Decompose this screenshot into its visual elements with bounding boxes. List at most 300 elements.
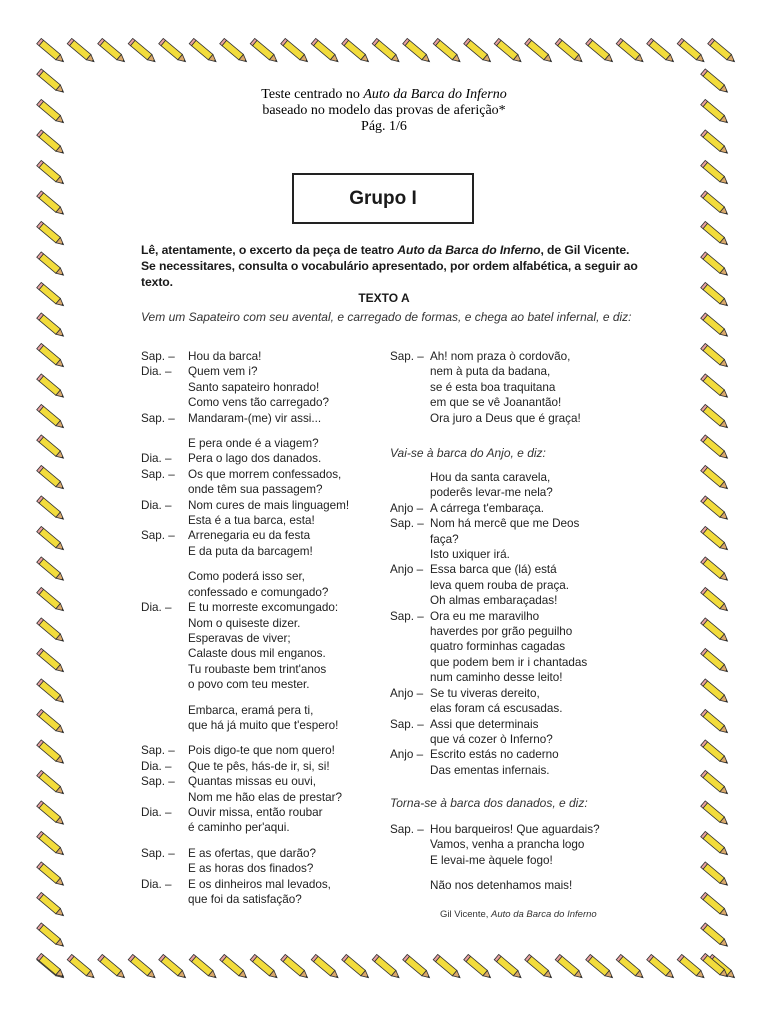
pencil-icon (220, 954, 249, 980)
speaker-label: Sap. – (141, 529, 175, 543)
pencil-icon (37, 923, 66, 949)
verse-text: Não nos detenhamos mais! (430, 879, 573, 893)
verse-text: Esta é a tua barca, esta! (188, 514, 315, 528)
instructions (141, 242, 641, 290)
dialogue-line (141, 349, 381, 364)
pencil-icon (701, 923, 730, 949)
verse-text: quatro forminhas cagadas (430, 640, 566, 654)
pencil-icon (159, 954, 188, 980)
speaker-label (390, 593, 430, 608)
dialogue-line (141, 395, 381, 410)
speaker-label (390, 532, 430, 547)
dialogue-line (390, 717, 640, 732)
dialogue-line (390, 609, 640, 624)
dialogue-line (141, 498, 381, 513)
pencil-icon (701, 709, 730, 735)
verse-text: haverdes por grão peguilho (430, 625, 573, 639)
speaker-label (141, 790, 188, 805)
pencil-icon (701, 862, 730, 888)
verse-text: nem à puta da badana, (430, 365, 551, 379)
verse-text: Essa barca que (lá) está (430, 563, 557, 577)
source-credit (440, 909, 597, 920)
dialogue-right-column-a (390, 349, 640, 426)
dialogue-line (141, 662, 381, 677)
verse-text: num caminho desse leito! (430, 671, 563, 685)
dialogue-line (141, 877, 381, 892)
pencil-icon (37, 160, 66, 186)
pencil-icon (701, 343, 730, 369)
header-prefix: Teste centrado no (261, 87, 360, 102)
group-title-box (292, 173, 474, 224)
verse-text: Hou da barca! (188, 350, 262, 363)
speaker-label (141, 861, 188, 876)
pencil-icon (98, 38, 127, 64)
pencil-icon (37, 831, 66, 857)
pencil-icon (701, 374, 730, 400)
speaker-label: Sap. – (141, 775, 175, 789)
speaker-label (390, 547, 430, 562)
header-work-title: Auto da Barca do Inferno (363, 87, 507, 102)
dialogue-line (390, 516, 640, 531)
dialogue-line (141, 631, 381, 646)
dialogue-line (141, 616, 381, 631)
pencil-icon (37, 557, 66, 583)
verse-text: Como vens tão carregado? (188, 396, 329, 410)
dialogue-line (141, 451, 381, 466)
group-title: Grupo I (349, 187, 417, 209)
speaker-label (390, 670, 430, 685)
pencil-icon (37, 343, 66, 369)
verse-text: Assi que determinais (430, 717, 539, 731)
pencil-icon (708, 38, 737, 64)
verse-text: Se tu viveras dereito, (430, 686, 540, 700)
speaker-label: Anjo – (390, 501, 424, 515)
pencil-icon (342, 38, 371, 64)
pencil-icon (555, 38, 584, 64)
pencil-icon (37, 587, 66, 613)
verse-text: que podem bem ir i chantadas (430, 655, 588, 669)
pencil-icon (67, 954, 96, 980)
verse-text: Hou barqueiros! Que aguardais? (430, 823, 600, 836)
verse-text: Vamos, venha a prancha logo (430, 838, 585, 852)
verse-text: o povo com teu mester. (188, 678, 310, 692)
dialogue-line (390, 732, 640, 747)
speaker-label (390, 364, 430, 379)
pencil-icon (67, 38, 96, 64)
dialogue-line (141, 569, 381, 584)
dialogue-line (141, 759, 381, 774)
instructions-part-2: , de Gil Vicente. Se necessitares, consulta o vocabulário apresentado, por ordem alfabética, a seguir ao texto. (141, 243, 638, 289)
pencil-icon (494, 954, 523, 980)
pencil-icon (37, 496, 66, 522)
stanza-gap (141, 836, 381, 846)
pencil-icon (311, 38, 340, 64)
speaker-label (390, 878, 430, 893)
speaker-label (390, 624, 430, 639)
speaker-label (141, 569, 188, 584)
pencil-icon (701, 252, 730, 278)
pencil-icon (37, 526, 66, 552)
verse-text: Nom há mercê que me Deos (430, 517, 580, 531)
pencil-icon (701, 435, 730, 461)
instructions-part-1: Lê, atentamente, o excerto da peça de teatro (141, 243, 394, 257)
verse-text: E as ofertas, que darão? (188, 846, 316, 860)
dialogue-line (390, 747, 640, 762)
verse-text: leva quem rouba de praça. (430, 578, 570, 592)
pencil-icon (701, 679, 730, 705)
pencil-icon (701, 557, 730, 583)
speaker-label (390, 639, 430, 654)
speaker-label (390, 578, 430, 593)
speaker-label (141, 677, 188, 692)
speaker-label (141, 631, 188, 646)
pencil-icon (701, 313, 730, 339)
verse-text: faça? (430, 532, 459, 546)
dialogue-line (390, 380, 640, 395)
pencil-icon (281, 954, 310, 980)
dialogue-line (390, 670, 640, 685)
pencil-icon (586, 38, 615, 64)
speaker-label (141, 820, 188, 835)
verse-text: Nom cures de mais linguagem! (188, 498, 350, 512)
speaker-label (390, 380, 430, 395)
pencil-icon (433, 38, 462, 64)
speaker-label: Dia. – (141, 498, 172, 512)
speaker-label: Dia. – (141, 877, 172, 891)
dialogue-line (390, 655, 640, 670)
pencil-icon (701, 740, 730, 766)
pencil-icon (37, 709, 66, 735)
verse-text: que foi da satisfação? (188, 893, 302, 906)
speaker-label (390, 470, 430, 485)
speaker-label: Dia. – (141, 805, 172, 819)
speaker-label (390, 411, 430, 426)
dialogue-line (390, 853, 640, 868)
verse-text: Tu roubaste bem trint'anos (188, 662, 327, 676)
dialogue-line (141, 774, 381, 789)
verse-text: E os dinheiros mal levados, (188, 877, 331, 891)
dialogue-line (390, 562, 640, 577)
speaker-label: Dia. – (141, 759, 172, 773)
pencil-icon (37, 953, 66, 979)
pencil-icon (37, 465, 66, 491)
pencil-icon (586, 954, 615, 980)
verse-text: Ora juro a Deus que é graça! (430, 411, 581, 425)
speaker-label: Sap. – (390, 717, 424, 731)
stanza-gap (141, 426, 381, 436)
pencil-icon (647, 38, 676, 64)
speaker-label (141, 436, 188, 451)
verse-text: em que se vê Joanantão! (430, 396, 562, 410)
pencil-icon (37, 648, 66, 674)
speaker-label: Anjo – (390, 686, 424, 700)
dialogue-line (141, 380, 381, 395)
dialogue-line (390, 485, 640, 500)
pencil-icon (37, 38, 66, 64)
verse-text: E levai-me àquele fogo! (430, 853, 553, 867)
dialogue-line (390, 411, 640, 426)
dialogue-line (141, 482, 381, 497)
credit-author: Gil Vicente, (440, 909, 489, 920)
verse-text: Quem vem i? (188, 365, 258, 379)
dialogue-line (390, 763, 640, 778)
speaker-label (390, 395, 430, 410)
stage-direction-anjo: Vai-se à barca do Anjo, e diz: (390, 446, 546, 460)
pencil-icon (220, 38, 249, 64)
pencil-icon (311, 954, 340, 980)
dialogue-line (390, 878, 640, 893)
verse-text: onde têm sua passagem? (188, 483, 323, 497)
stanza-gap (141, 733, 381, 743)
pencil-icon (701, 526, 730, 552)
dialogue-line (141, 892, 381, 907)
pencil-icon (701, 221, 730, 247)
dialogue-right-column-c (390, 822, 640, 894)
verse-text: Oh almas embaraçadas! (430, 594, 558, 608)
verse-text: Das ementas infernais. (430, 763, 550, 777)
verse-text: E tu morreste excomungado: (188, 601, 339, 615)
pencil-icon (701, 892, 730, 918)
dialogue-line (390, 470, 640, 485)
pencil-icon (37, 252, 66, 278)
verse-text: Isto uxiquer irá. (430, 548, 510, 562)
verse-text: Escrito estás no caderno (430, 748, 559, 762)
verse-text: Quantas missas eu ouvi, (188, 775, 316, 789)
speaker-label: Sap. – (141, 467, 175, 481)
pencil-icon (98, 954, 127, 980)
pencil-icon (701, 160, 730, 186)
pencil-icon (189, 38, 218, 64)
pencil-icon (555, 954, 584, 980)
speaker-label: Dia. – (141, 365, 172, 379)
pencil-icon (37, 374, 66, 400)
dialogue-line (141, 790, 381, 805)
pencil-icon (464, 38, 493, 64)
pencil-icon (37, 679, 66, 705)
pencil-icon (37, 862, 66, 888)
verse-text: Ouvir missa, então roubar (188, 805, 323, 819)
pencil-icon (525, 38, 554, 64)
stanza-gap (390, 868, 640, 878)
verse-text: E as horas dos finados? (188, 862, 314, 876)
speaker-label: Sap. – (141, 411, 175, 425)
verse-text: Nom me hão elas de prestar? (188, 790, 342, 804)
dialogue-line (141, 528, 381, 543)
dialogue-line (141, 718, 381, 733)
speaker-label: Sap. – (390, 350, 424, 363)
verse-text: E pera onde é a viagem? (188, 437, 319, 451)
verse-text: Pois digo-te que nom quero! (188, 744, 335, 758)
pencil-icon (677, 38, 706, 64)
pencil-icon (403, 954, 432, 980)
verse-text: Embarca, eramá pera ti, (188, 703, 314, 717)
verse-text: que vá cozer ò Inferno? (430, 732, 553, 746)
stanza-gap (141, 693, 381, 703)
dialogue-left-column (141, 349, 381, 907)
speaker-label (390, 763, 430, 778)
speaker-label: Sap. – (390, 823, 424, 836)
verse-text: Como poderá isso ser, (188, 570, 305, 584)
dialogue-line (390, 837, 640, 852)
verse-text: Mandaram-(me) vir assi... (188, 411, 322, 425)
header-line-1 (0, 87, 768, 103)
dialogue-line (390, 686, 640, 701)
pencil-icon (37, 740, 66, 766)
pencil-icon (128, 954, 157, 980)
pencil-icon (37, 221, 66, 247)
verse-text: que há já muito que t'espero! (188, 718, 339, 732)
verse-text: é caminho per'aqui. (188, 821, 290, 835)
pencil-icon (701, 770, 730, 796)
dialogue-line (141, 544, 381, 559)
verse-text: poderês levar-me nela? (430, 486, 553, 500)
dialogue-line (390, 639, 640, 654)
pencil-icon (159, 38, 188, 64)
pencil-icon (128, 38, 157, 64)
stage-direction-danados: Torna-se à barca dos danados, e diz: (390, 796, 588, 810)
verse-text: Esperavas de viver; (188, 631, 291, 645)
pencil-icon (372, 954, 401, 980)
pencil-icon (701, 801, 730, 827)
speaker-label: Sap. – (390, 609, 424, 623)
speaker-label (390, 853, 430, 868)
dialogue-line (390, 364, 640, 379)
speaker-label: Sap. – (141, 846, 175, 860)
pencil-icon (189, 954, 218, 980)
pencil-icon (433, 954, 462, 980)
speaker-label: Anjo – (390, 563, 424, 577)
header-line-2: baseado no modelo das provas de aferição* (262, 103, 506, 118)
pencil-icon (525, 954, 554, 980)
pencil-icon (342, 954, 371, 980)
dialogue-line (141, 743, 381, 758)
dialogue-line (141, 436, 381, 451)
verse-text: se é esta boa traquitana (430, 380, 556, 394)
texto-label: TEXTO A (358, 291, 410, 305)
verse-text: Santo sapateiro honrado! (188, 380, 320, 394)
speaker-label: Sap. – (141, 744, 175, 758)
speaker-label: Sap. – (141, 350, 175, 363)
speaker-label (141, 380, 188, 395)
dialogue-line (141, 846, 381, 861)
speaker-label (141, 662, 188, 677)
pencil-icon (37, 892, 66, 918)
pencil-icon (37, 618, 66, 644)
speaker-label (141, 585, 188, 600)
speaker-label (141, 395, 188, 410)
dialogue-line (390, 701, 640, 716)
dialogue-line (141, 861, 381, 876)
dialogue-line (141, 411, 381, 426)
pencil-icon (701, 191, 730, 217)
verse-text: elas foram cá escusadas. (430, 702, 563, 716)
speaker-label (141, 544, 188, 559)
pencil-icon (37, 404, 66, 430)
dialogue-line (390, 547, 640, 562)
dialogue-line (141, 677, 381, 692)
speaker-label: Anjo – (390, 748, 424, 762)
verse-text: Hou da santa caravela, (430, 471, 551, 484)
speaker-label (390, 485, 430, 500)
pencil-icon (250, 38, 279, 64)
pencil-icon (701, 648, 730, 674)
verse-text: Ah! nom praza ò cordovão, (430, 350, 571, 363)
pencil-icon (701, 496, 730, 522)
pencil-icon (37, 191, 66, 217)
pencil-icon (701, 618, 730, 644)
dialogue-line (141, 467, 381, 482)
dialogue-line (141, 513, 381, 528)
pencil-icon (372, 38, 401, 64)
dialogue-line (390, 395, 640, 410)
verse-text: confessado e comungado? (188, 585, 329, 599)
pencil-icon (250, 954, 279, 980)
pencil-icon (647, 954, 676, 980)
pencil-icon (464, 954, 493, 980)
dialogue-line (390, 822, 640, 837)
verse-text: Os que morrem confessados, (188, 467, 342, 481)
speaker-label (390, 701, 430, 716)
pencil-icon (37, 801, 66, 827)
dialogue-line (390, 593, 640, 608)
verse-text: Calaste dous mil enganos. (188, 647, 326, 661)
pencil-icon (701, 465, 730, 491)
verse-text: E da puta da barcagem! (188, 544, 313, 558)
verse-text: Pera o lago dos danados. (188, 452, 322, 466)
dialogue-line (141, 646, 381, 661)
dialogue-line (141, 585, 381, 600)
speaker-label (141, 718, 188, 733)
speaker-label (141, 513, 188, 528)
speaker-label (141, 646, 188, 661)
pencil-icon (616, 38, 645, 64)
speaker-label (141, 703, 188, 718)
pencil-icon (37, 770, 66, 796)
speaker-label (390, 837, 430, 852)
verse-text: A cárrega t'embaraça. (430, 501, 544, 515)
dialogue-line (390, 532, 640, 547)
pencil-icon (37, 435, 66, 461)
instructions-work-title: Auto da Barca do Inferno (397, 243, 541, 257)
dialogue-line (390, 349, 640, 364)
dialogue-right-column-b (390, 470, 640, 778)
pencil-icon (701, 831, 730, 857)
speaker-label (390, 655, 430, 670)
stage-direction-intro: Vem um Sapateiro com seu avental, e carregado de formas, e chega ao batel infernal, e diz: (141, 310, 632, 324)
pencil-icon (281, 38, 310, 64)
dialogue-line (141, 820, 381, 835)
dialogue-line (141, 703, 381, 718)
credit-work: Auto da Barca do Inferno (491, 909, 597, 920)
speaker-label (141, 616, 188, 631)
speaker-label: Dia. – (141, 601, 172, 615)
verse-text: Arrenegaria eu da festa (188, 529, 311, 543)
dialogue-line (390, 624, 640, 639)
pencil-icon (701, 587, 730, 613)
speaker-label: Sap. – (390, 517, 424, 531)
page-number: Pág. 1/6 (361, 119, 407, 134)
dialogue-line (141, 364, 381, 379)
speaker-label (141, 482, 188, 497)
pencil-icon (701, 404, 730, 430)
speaker-label: Dia. – (141, 452, 172, 466)
verse-text: Que te pês, hás-de ir, si, si! (188, 759, 330, 773)
verse-text: Ora eu me maravilho (430, 609, 540, 623)
dialogue-line (390, 501, 640, 516)
speaker-label (390, 732, 430, 747)
pencil-icon (494, 38, 523, 64)
dialogue-line (141, 805, 381, 820)
